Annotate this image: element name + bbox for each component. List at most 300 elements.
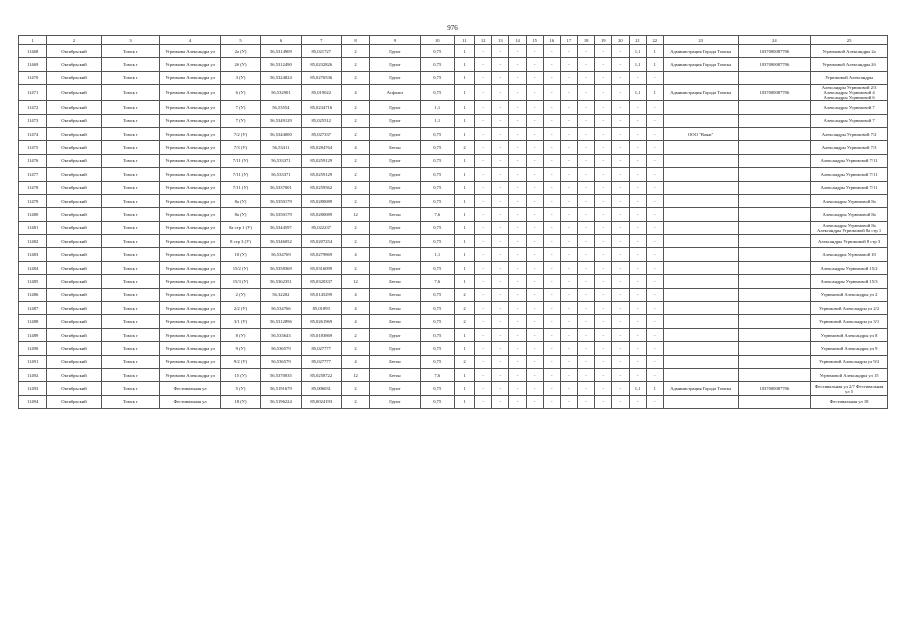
table-cell: 11483 (19, 248, 47, 261)
table-cell: 56,53554 (261, 101, 301, 114)
table-cell: - (560, 58, 577, 71)
table-cell: - (560, 154, 577, 167)
table-cell: 11474 (19, 127, 47, 140)
table-cell: 85,027337 (301, 127, 341, 140)
table-cell (738, 221, 811, 234)
table-cell: 7 (У) (220, 114, 260, 127)
table-cell: ООО "Вояж" (663, 127, 738, 140)
table-cell: - (578, 368, 595, 381)
table-cell: - (492, 342, 509, 355)
table-cell: - (646, 288, 663, 301)
table-cell: - (595, 261, 612, 274)
table-cell: 15/3 (У) (220, 275, 260, 288)
table-cell: - (475, 288, 492, 301)
table-cell (738, 355, 811, 368)
column-number-cell: 24 (738, 36, 811, 45)
table-cell: - (578, 114, 595, 127)
table-cell: - (646, 235, 663, 248)
table-cell: 1 (454, 248, 474, 261)
table-cell: - (595, 141, 612, 154)
table-cell: Октябрьский (47, 248, 102, 261)
table-row (19, 101, 888, 114)
table-cell: Администрация Города Томска (663, 382, 738, 395)
table-cell: - (492, 208, 509, 221)
table-cell: Угрюмова Александра ул (160, 248, 221, 261)
table-cell: 56,5362351 (261, 275, 301, 288)
table-cell: 56,5358369 (261, 261, 301, 274)
table-cell: 1 (646, 382, 663, 395)
table-cell: - (612, 235, 629, 248)
table-cell: 1037000087706 (738, 58, 811, 71)
table-cell: - (560, 275, 577, 288)
table-cell: 15/2 (У) (220, 261, 260, 274)
table-cell: 9 (У) (220, 342, 260, 355)
table-cell: 1,1 (420, 248, 454, 261)
table-cell: Октябрьский (47, 71, 102, 84)
table-cell: - (612, 181, 629, 194)
table-cell: - (560, 368, 577, 381)
table-row (19, 248, 888, 261)
table-cell: - (492, 235, 509, 248)
table-cell: - (646, 342, 663, 355)
table-cell: - (492, 168, 509, 181)
table-cell: Угрюмова Александра ул (160, 288, 221, 301)
table-cell: - (646, 101, 663, 114)
table-cell: - (526, 168, 543, 181)
table-cell: Бетон (370, 248, 420, 261)
table-cell: - (578, 101, 595, 114)
table-cell: - (475, 71, 492, 84)
table-cell: - (578, 302, 595, 315)
table-cell (738, 71, 811, 84)
table-cell: Фестивальная ул (160, 382, 221, 395)
table-cell: 8 (У) (220, 328, 260, 341)
table-cell: 85,025512 (301, 114, 341, 127)
table-cell: Октябрьский (47, 85, 102, 101)
table-cell: 2 (341, 342, 369, 355)
table-cell: - (578, 248, 595, 261)
table-cell: Октябрьский (47, 58, 102, 71)
column-number-cell: 22 (646, 36, 663, 45)
table-cell: - (629, 328, 646, 341)
table-cell: 85,0232826 (301, 58, 341, 71)
table-cell: - (646, 114, 663, 127)
table-cell: Фестивальная ул (160, 395, 221, 408)
table-cell: - (629, 395, 646, 408)
table-cell (663, 71, 738, 84)
table-cell: - (543, 355, 560, 368)
table-cell: 7/3 (У) (220, 141, 260, 154)
table-cell: Грунт (370, 235, 420, 248)
table-row (19, 208, 888, 221)
table-cell: 85,0183869 (301, 328, 341, 341)
table-row (19, 45, 888, 58)
table-cell: - (646, 127, 663, 140)
table-row (19, 221, 888, 234)
table-cell: Октябрьский (47, 368, 102, 381)
table-cell: 2а (У) (220, 45, 260, 58)
table-cell: - (492, 275, 509, 288)
table-cell: 2 (341, 127, 369, 140)
table-cell: 12 (341, 275, 369, 288)
table-cell: - (560, 101, 577, 114)
table-cell: Угрюмовой Александры ул 2/2 (811, 302, 888, 315)
table-cell: Томск г (101, 328, 160, 341)
table-cell: - (612, 315, 629, 328)
table-cell: 0,75 (420, 342, 454, 355)
table-cell: - (526, 368, 543, 381)
table-cell: Томск г (101, 85, 160, 101)
table-cell: 85,01893 (301, 302, 341, 315)
table-cell: - (509, 85, 526, 101)
table-cell: - (629, 235, 646, 248)
table-cell: 11489 (19, 328, 47, 341)
table-cell: Томск г (101, 302, 160, 315)
table-cell: - (560, 355, 577, 368)
table-cell: - (492, 127, 509, 140)
table-cell (663, 368, 738, 381)
table-cell (738, 248, 811, 261)
table-cell: Томск г (101, 248, 160, 261)
table-cell: 56,5191679 (261, 382, 301, 395)
table-cell: 1 (454, 45, 474, 58)
table-cell: - (629, 221, 646, 234)
table-cell: 11486 (19, 288, 47, 301)
table-cell: Томск г (101, 208, 160, 221)
table-cell: Александры Угрюмовой 7/11 (811, 181, 888, 194)
table-cell: - (629, 261, 646, 274)
table-cell: Угрюмовой Александры 2б (811, 58, 888, 71)
column-number-cell: 21 (629, 36, 646, 45)
table-cell: 1 (454, 235, 474, 248)
table-cell: 85,027777 (301, 342, 341, 355)
table-cell: 2 (341, 45, 369, 58)
table-cell: 1037000087706 (738, 85, 811, 101)
table-cell: - (612, 395, 629, 408)
table-cell: 0,75 (420, 127, 454, 140)
table-cell: 85,0261969 (301, 315, 341, 328)
table-cell: - (629, 154, 646, 167)
table-cell: 11493 (19, 382, 47, 395)
table-row (19, 194, 888, 207)
table-cell: - (543, 101, 560, 114)
table-cell: 12 (341, 368, 369, 381)
table-cell: Октябрьский (47, 114, 102, 127)
table-cell: - (595, 221, 612, 234)
table-cell: Александры Угрюмовой 15/3 (811, 275, 888, 288)
table-cell: 85,0259129 (301, 168, 341, 181)
table-cell: Угрюмова Александра ул (160, 58, 221, 71)
table-cell: Октябрьский (47, 141, 102, 154)
table-cell: Октябрьский (47, 194, 102, 207)
table-cell: Октябрьский (47, 355, 102, 368)
table-cell: 0,75 (420, 328, 454, 341)
table-cell: Александры Угрюмовой 10 (811, 248, 888, 261)
table-cell: 7/11 (У) (220, 154, 260, 167)
table-cell (738, 288, 811, 301)
table-cell: - (595, 368, 612, 381)
table-cell: Угрюмова Александра ул (160, 141, 221, 154)
table-cell: 2 (341, 194, 369, 207)
table-cell: 85,0259129 (301, 154, 341, 167)
table-cell: - (509, 288, 526, 301)
table-cell: Томск г (101, 221, 160, 234)
table-cell: Октябрьский (47, 221, 102, 234)
table-cell: Октябрьский (47, 342, 102, 355)
table-cell: 56,534769 (261, 248, 301, 261)
table-cell: - (560, 328, 577, 341)
table-cell: 85,021727 (301, 45, 341, 58)
column-number-cell: 19 (595, 36, 612, 45)
table-cell: - (543, 154, 560, 167)
table-cell (738, 235, 811, 248)
table-cell: - (560, 261, 577, 274)
table-cell: 2 (454, 315, 474, 328)
table-cell: 0,75 (420, 235, 454, 248)
table-cell: 85,027777 (301, 355, 341, 368)
table-cell: Томск г (101, 288, 160, 301)
table-cell: - (612, 275, 629, 288)
table-cell: - (578, 395, 595, 408)
table-cell: Грунт (370, 342, 420, 355)
table-cell: 2 (454, 141, 474, 154)
table-cell: Угрюмовой Александры ул 9/2 (811, 355, 888, 368)
table-cell: Бетон (370, 141, 420, 154)
table-cell: Угрюмова Александра ул (160, 235, 221, 248)
column-number-cell: 11 (454, 36, 474, 45)
table-cell: Грунт (370, 71, 420, 84)
table-cell: - (526, 221, 543, 234)
table-cell: 0,75 (420, 194, 454, 207)
table-cell: 11482 (19, 235, 47, 248)
table-cell: 6 (У) (220, 85, 260, 101)
table-cell: 85,0320337 (301, 275, 341, 288)
table-cell: - (629, 288, 646, 301)
table-cell: - (595, 315, 612, 328)
table-cell: Грунт (370, 127, 420, 140)
table-cell: - (595, 181, 612, 194)
table-cell (663, 315, 738, 328)
table-cell: - (509, 342, 526, 355)
table-cell (738, 194, 811, 207)
column-number-cell: 10 (420, 36, 454, 45)
table-cell: 0,75 (420, 261, 454, 274)
table-row (19, 154, 888, 167)
table-cell: Грунт (370, 58, 420, 71)
table-cell: - (475, 302, 492, 315)
table-cell: - (475, 85, 492, 101)
table-cell: Бетон (370, 368, 420, 381)
table-cell: - (475, 114, 492, 127)
table-cell: Томск г (101, 342, 160, 355)
table-cell: - (595, 288, 612, 301)
table-cell: Угрюмова Александра ул (160, 275, 221, 288)
table-cell: 85,0259562 (301, 181, 341, 194)
table-row (19, 275, 888, 288)
table-cell: 56,534766 (261, 302, 301, 315)
table-cell: Александры Угрюмовой 8а (811, 208, 888, 221)
table-cell: 11481 (19, 221, 47, 234)
table-cell (663, 114, 738, 127)
table-cell: 56,5312896 (261, 315, 301, 328)
table-cell: - (526, 181, 543, 194)
table-cell: - (612, 141, 629, 154)
table-cell: 3 (У) (220, 71, 260, 84)
column-number-cell: 16 (543, 36, 560, 45)
table-cell: 2 (454, 288, 474, 301)
table-cell: - (543, 58, 560, 71)
table-cell: Грунт (370, 328, 420, 341)
table-cell: - (629, 342, 646, 355)
table-cell: - (560, 235, 577, 248)
table-cell: - (578, 221, 595, 234)
column-number-cell: 3 (101, 36, 160, 45)
table-cell: Угрюмова Александра ул (160, 85, 221, 101)
table-cell: Александры Угрюмовой 2/3 Александры Угрюмовой 4 Александры Угрюмовой 6 (811, 85, 888, 101)
table-cell: - (475, 368, 492, 381)
table-cell: - (560, 288, 577, 301)
table-cell: Угрюмова Александра ул (160, 315, 221, 328)
table-cell: - (526, 275, 543, 288)
table-cell: 1 (454, 194, 474, 207)
table-cell: 56,53411 (261, 141, 301, 154)
table-cell: 11468 (19, 45, 47, 58)
table-cell: - (595, 342, 612, 355)
table-row (19, 235, 888, 248)
table-cell: - (543, 194, 560, 207)
table-cell (663, 194, 738, 207)
table-cell: - (578, 355, 595, 368)
table-cell: - (526, 127, 543, 140)
table-cell: - (492, 71, 509, 84)
table-cell: 1,1 (629, 58, 646, 71)
table-cell: Томск г (101, 315, 160, 328)
table-cell: 8а стр 1 (У) (220, 221, 260, 234)
table-cell: - (543, 45, 560, 58)
table-row (19, 395, 888, 408)
table-cell: - (509, 355, 526, 368)
table-cell: 85,0145299 (301, 288, 341, 301)
table-cell: Октябрьский (47, 101, 102, 114)
table-cell: - (509, 368, 526, 381)
table-cell: - (492, 315, 509, 328)
table-cell (738, 342, 811, 355)
column-number-cell: 17 (560, 36, 577, 45)
table-cell: 7/11 (У) (220, 168, 260, 181)
table-cell: - (475, 275, 492, 288)
table-cell: - (475, 221, 492, 234)
table-row (19, 58, 888, 71)
table-cell: - (560, 114, 577, 127)
table-cell: - (578, 208, 595, 221)
table-cell: - (526, 261, 543, 274)
table-cell: - (629, 302, 646, 315)
table-cell: 56,5324824 (261, 71, 301, 84)
table-row (19, 85, 888, 101)
table-cell: - (475, 235, 492, 248)
table-cell: 2 (454, 302, 474, 315)
column-number-cell: 9 (370, 36, 420, 45)
table-cell: - (578, 154, 595, 167)
table-cell: 2 (341, 154, 369, 167)
table-cell: - (578, 315, 595, 328)
table-cell: - (612, 45, 629, 58)
table-cell: - (560, 382, 577, 395)
table-cell: - (578, 261, 595, 274)
table-cell: Октябрьский (47, 328, 102, 341)
table-cell: Грунт (370, 45, 420, 58)
table-cell: Грунт (370, 181, 420, 194)
table-cell: - (646, 71, 663, 84)
table-cell: 85,0280089 (301, 194, 341, 207)
table-cell: - (543, 288, 560, 301)
table-cell: Александры Угрюмовой 8 стр 3 (811, 235, 888, 248)
table-cell: Грунт (370, 168, 420, 181)
table-cell: Фестивальная ул 18 (811, 395, 888, 408)
table-cell: 1 (454, 58, 474, 71)
table-cell: - (612, 261, 629, 274)
table-cell: - (560, 168, 577, 181)
table-cell: Александры Угрюмовой 7 (811, 101, 888, 114)
table-cell: - (492, 395, 509, 408)
table-cell: - (612, 127, 629, 140)
table-cell: 56,533371 (261, 154, 301, 167)
table-cell: 1037000087706 (738, 45, 811, 58)
table-cell: Угрюмовой Александры ул 2 (811, 288, 888, 301)
table-cell: - (509, 101, 526, 114)
table-cell: 0,75 (420, 168, 454, 181)
table-cell: 0,75 (420, 288, 454, 301)
table-cell: - (629, 208, 646, 221)
table-cell: 0,75 (420, 302, 454, 315)
table-cell: 0,75 (420, 382, 454, 395)
table-cell: 10 (У) (220, 248, 260, 261)
table-cell: 1 (646, 45, 663, 58)
table-cell: - (492, 355, 509, 368)
table-cell: - (492, 288, 509, 301)
table-cell: - (526, 45, 543, 58)
table-cell: Грунт (370, 221, 420, 234)
table-cell: - (475, 342, 492, 355)
table-cell: 56,5314909 (261, 45, 301, 58)
table-cell: 0,75 (420, 355, 454, 368)
table-cell: 1,1 (629, 382, 646, 395)
table-cell: 4 (341, 288, 369, 301)
table-cell: - (560, 141, 577, 154)
table-cell: Томск г (101, 58, 160, 71)
table-cell: 56,5349129 (261, 114, 301, 127)
table-cell: 56,5346052 (261, 235, 301, 248)
table-cell: 2 (341, 58, 369, 71)
table-cell: 1 (454, 221, 474, 234)
table-cell: - (560, 221, 577, 234)
table-cell: 1 (454, 101, 474, 114)
table-cell: - (595, 194, 612, 207)
table-cell: - (492, 101, 509, 114)
table-cell: - (629, 181, 646, 194)
table-cell: 85,0316099 (301, 261, 341, 274)
table-cell: - (543, 141, 560, 154)
table-cell: - (629, 127, 646, 140)
table-cell: 1 (454, 328, 474, 341)
table-cell: 11475 (19, 141, 47, 154)
table-cell: Угрюмова Александра ул (160, 368, 221, 381)
table-row (19, 355, 888, 368)
table-cell: - (492, 194, 509, 207)
table-cell: Бетон (370, 315, 420, 328)
table-cell: Александры Угрюмовой 15/2 (811, 261, 888, 274)
table-cell: - (646, 355, 663, 368)
